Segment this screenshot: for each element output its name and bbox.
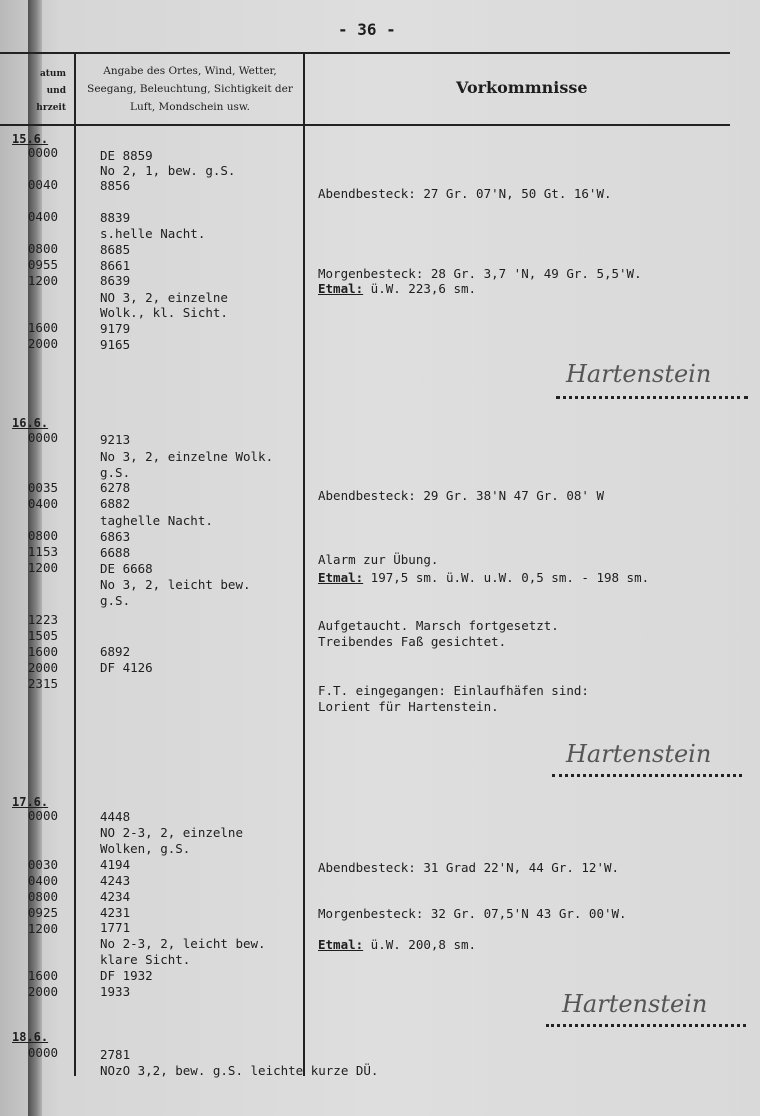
place-cell: klare Sicht. [100, 952, 191, 967]
header-date-line: hrzeit [36, 103, 66, 113]
place-cell: 2781 [100, 1047, 131, 1062]
time-cell: 0000 [27, 430, 58, 445]
place-cell: g.S. [100, 593, 131, 608]
place-cell: 6892 [100, 644, 131, 659]
header-date-line: und [46, 86, 66, 96]
place-cell: No 3, 2, einzelne Wolk. [100, 449, 274, 464]
event-entry: F.T. eingegangen: Einlaufhäfen sind: [318, 683, 589, 698]
time-cell: 0800 [27, 241, 58, 256]
time-cell: 0035 [27, 480, 58, 495]
place-cell: Wolken, g.S. [100, 841, 191, 856]
time-cell: 2000 [27, 984, 58, 999]
place-cell: NOzO 3,2, bew. g.S. leichte kurze DÜ. [100, 1063, 379, 1078]
place-cell: NO 2-3, 2, einzelne [100, 825, 243, 840]
event-entry: Morgenbesteck: 32 Gr. 07,5'N 43 Gr. 00'W. [318, 906, 627, 921]
column-divider-2 [303, 54, 305, 1076]
day-label: 17.6. [12, 795, 49, 809]
time-cell: 1600 [27, 968, 58, 983]
event-entry: Alarm zur Übung. [318, 552, 439, 567]
time-cell: 1200 [27, 273, 58, 288]
header-bottom-rule [0, 124, 730, 126]
time-cell: 0000 [27, 1045, 58, 1060]
signature-dotted-line [552, 774, 742, 777]
time-cell: 0925 [27, 905, 58, 920]
place-cell: 1771 [100, 920, 131, 935]
time-cell: 1153 [27, 544, 58, 559]
place-cell: 8661 [100, 258, 131, 273]
place-cell: 8639 [100, 273, 131, 288]
event-entry [318, 281, 476, 296]
event-entry [318, 937, 476, 952]
day-label: 15.6. [12, 132, 49, 146]
event-entry: Abendbesteck: 29 Gr. 38'N 47 Gr. 08' W [318, 488, 604, 503]
time-cell: 1600 [27, 644, 58, 659]
place-cell: DF 1932 [100, 968, 153, 983]
place-cell: 1933 [100, 984, 131, 999]
place-cell: 9179 [100, 321, 131, 336]
place-cell: Wolk., kl. Sicht. [100, 305, 228, 320]
time-cell: 2000 [27, 336, 58, 351]
header-date-col [6, 66, 66, 117]
etmal-label: Etmal: [318, 937, 364, 952]
time-cell: 1200 [27, 921, 58, 936]
place-cell: 9165 [100, 337, 131, 352]
place-cell: taghelle Nacht. [100, 513, 213, 528]
place-cell: 6863 [100, 529, 131, 544]
etmal-value: 197,5 sm. ü.W. u.W. 0,5 sm. - 198 sm. [363, 570, 650, 585]
place-cell: No 2-3, 2, leicht bew. [100, 936, 266, 951]
time-cell: 0800 [27, 528, 58, 543]
etmal-label: Etmal: [318, 570, 364, 585]
event-entry: Lorient für Hartenstein. [318, 699, 499, 714]
etmal-value: ü.W. 223,6 sm. [363, 281, 477, 296]
place-cell: 8685 [100, 242, 131, 257]
place-cell: 8839 [100, 210, 131, 225]
event-entry: Aufgetaucht. Marsch fortgesetzt. [318, 618, 559, 633]
place-cell: 9213 [100, 432, 131, 447]
time-cell: 0000 [27, 808, 58, 823]
time-cell: 1505 [27, 628, 58, 643]
place-cell: 8856 [100, 178, 131, 193]
time-cell: 1600 [27, 320, 58, 335]
place-cell: DE 8859 [100, 148, 153, 163]
event-entry: Abendbesteck: 31 Grad 22'N, 44 Gr. 12'W. [318, 860, 620, 875]
header-place-col: Angabe des Ortes, Wind, Wetter, Seegang, Beleuchtung, Sichtigkeit der Luft, Mondschein usw. [87, 65, 293, 113]
event-entry [318, 570, 649, 585]
event-entry: Abendbesteck: 27 Gr. 07'N, 50 Gt. 16'W. [318, 186, 612, 201]
header-date-line: atum [39, 69, 66, 79]
time-cell: 0400 [27, 209, 58, 224]
place-cell: 4234 [100, 889, 131, 904]
place-cell: 4231 [100, 905, 131, 920]
place-cell: 6278 [100, 480, 131, 495]
header-events-col: Vorkommnisse [456, 78, 588, 97]
etmal-label: Etmal: [318, 281, 364, 296]
place-cell: 6882 [100, 496, 131, 511]
place-cell: DF 4126 [100, 660, 153, 675]
signature-dotted-line [556, 396, 748, 399]
time-cell: 0000 [27, 145, 58, 160]
place-cell: NO 3, 2, einzelne [100, 290, 228, 305]
time-cell: 0800 [27, 889, 58, 904]
day-label: 16.6. [12, 416, 49, 430]
etmal-value: ü.W. 200,8 sm. [363, 937, 477, 952]
time-cell: 2000 [27, 660, 58, 675]
column-divider-1 [74, 54, 76, 1076]
place-cell: s.helle Nacht. [100, 226, 206, 241]
place-cell: No 3, 2, leicht bew. [100, 577, 251, 592]
time-cell: 0030 [27, 857, 58, 872]
day-label: 18.6. [12, 1030, 49, 1044]
place-cell: DE 6668 [100, 561, 153, 576]
signature-hartenstein: Hartenstein [566, 360, 712, 388]
time-cell: 0955 [27, 257, 58, 272]
page-number: - 36 - [338, 20, 396, 39]
place-cell: 6688 [100, 545, 131, 560]
place-cell: 4194 [100, 857, 131, 872]
header-top-rule [0, 52, 730, 54]
time-cell: 0400 [27, 873, 58, 888]
place-cell: 4448 [100, 809, 131, 824]
time-cell: 1223 [27, 612, 58, 627]
time-cell: 0040 [27, 177, 58, 192]
event-entry: Morgenbesteck: 28 Gr. 3,7 'N, 49 Gr. 5,5'W. [318, 266, 642, 281]
signature-dotted-line [546, 1024, 746, 1027]
place-cell: No 2, 1, bew. g.S. [100, 163, 236, 178]
signature-hartenstein: Hartenstein [566, 740, 712, 768]
place-cell: g.S. [100, 465, 131, 480]
time-cell: 0400 [27, 496, 58, 511]
event-entry: Treibendes Faß gesichtet. [318, 634, 507, 649]
time-cell: 2315 [27, 676, 58, 691]
place-cell: 4243 [100, 873, 131, 888]
signature-hartenstein: Hartenstein [562, 990, 708, 1018]
time-cell: 1200 [27, 560, 58, 575]
